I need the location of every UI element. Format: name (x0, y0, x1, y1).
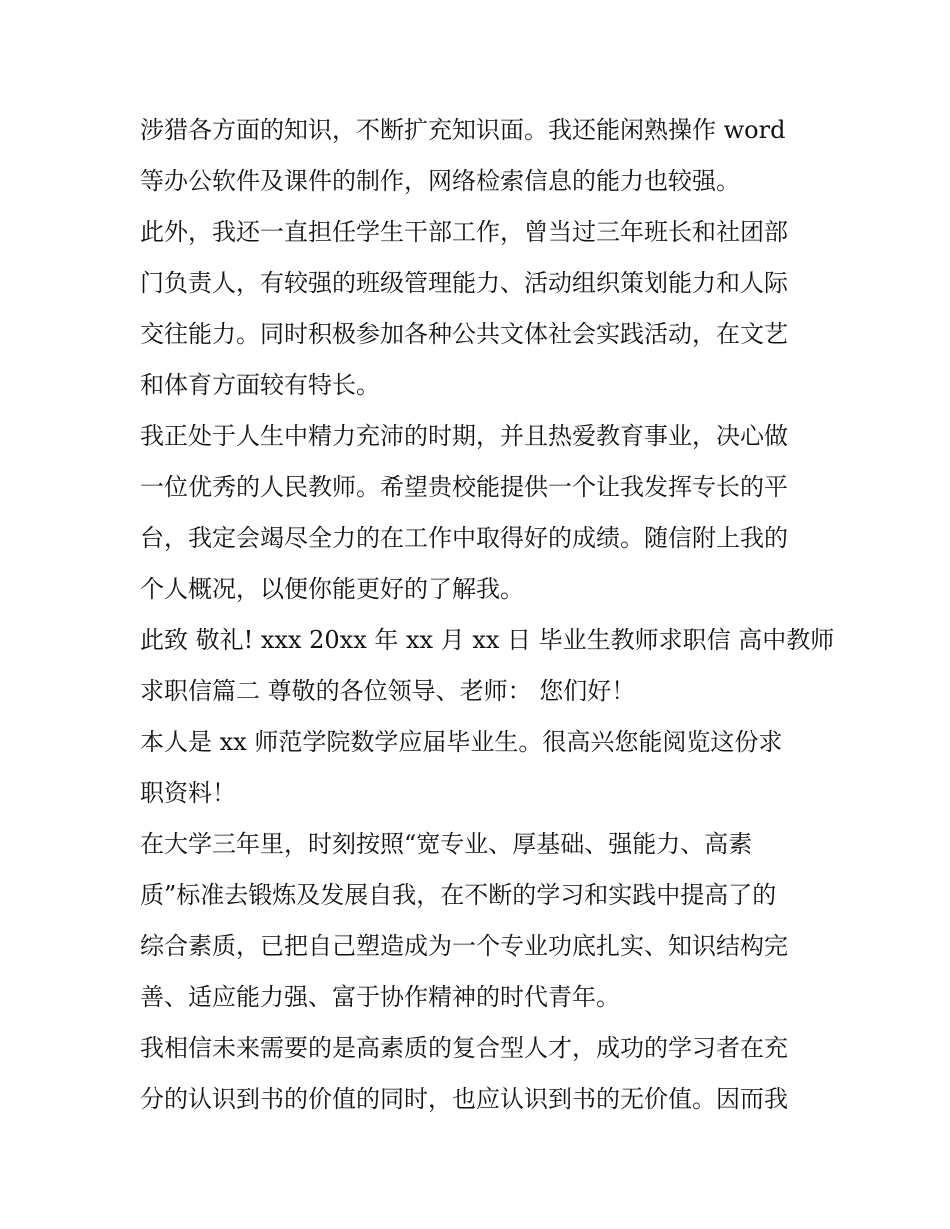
paragraph-aspiration (140, 411, 820, 615)
text-line: 台，我定会竭尽全力的在工作中取得好的成绩。随信附上我的 (140, 524, 788, 552)
paragraph-future-talent (140, 1023, 820, 1125)
text-line: 职资料！ (140, 779, 236, 807)
text-line: 我正处于人生中精力充沛的时期，并且热爱教育事业，决心做 (140, 422, 788, 450)
text-line: 涉猎各方面的知识，不断扩充知识面。我还能闲熟操作 word (140, 116, 786, 144)
text-line: 个人概况，以便你能更好的了解我。 (140, 575, 524, 603)
text-line: 交往能力。同时积极参加各种公共文体社会实践活动，在文艺 (140, 320, 788, 348)
document-body (140, 105, 835, 1125)
text-line: 一位优秀的人民教师。希望贵校能提供一个让我发挥专长的平 (140, 473, 788, 501)
text-line: 善、适应能力强、富于协作精神的时代青年。 (140, 983, 620, 1011)
text-line: 分的认识到书的价值的同时，也应认识到书的无价值。因而我 (140, 1085, 788, 1113)
text-line: 此外，我还一直担任学生干部工作，曾当过三年班长和社团部 (140, 218, 788, 246)
text-line: 和体育方面较有特长。 (140, 371, 380, 399)
text-line: 求职信篇二 尊敬的各位领导、老师： 您们好！ (140, 677, 636, 705)
text-line: 在大学三年里，时刻按照“宽专业、厚基础、强能力、高素 (140, 830, 753, 858)
paragraph-introduction (140, 717, 820, 819)
text-line: 等办公软件及课件的制作，网络检索信息的能力也较强。 (140, 167, 740, 195)
paragraph-skills (140, 105, 820, 207)
text-line: 本人是 xx 师范学院数学应届毕业生。很高兴您能阅览这份求 (140, 728, 783, 756)
text-line: 门负责人，有较强的班级管理能力、活动组织策划能力和人际 (140, 269, 788, 297)
paragraph-university-years (140, 819, 820, 1023)
text-line: 我相信未来需要的是高素质的复合型人才，成功的学习者在充 (140, 1034, 788, 1062)
paragraph-closing-and-second-letter (140, 615, 835, 717)
text-line: 综合素质，已把自己塑造成为一个专业功底扎实、知识结构完 (140, 932, 788, 960)
text-line: 此致 敬礼! xxx 20xx 年 xx 月 xx 日 毕业生教师求职信 高中教师 (140, 626, 835, 654)
text-line: 质”标准去锻炼及发展自我，在不断的学习和实践中提高了的 (140, 881, 777, 909)
paragraph-leadership (140, 207, 820, 411)
